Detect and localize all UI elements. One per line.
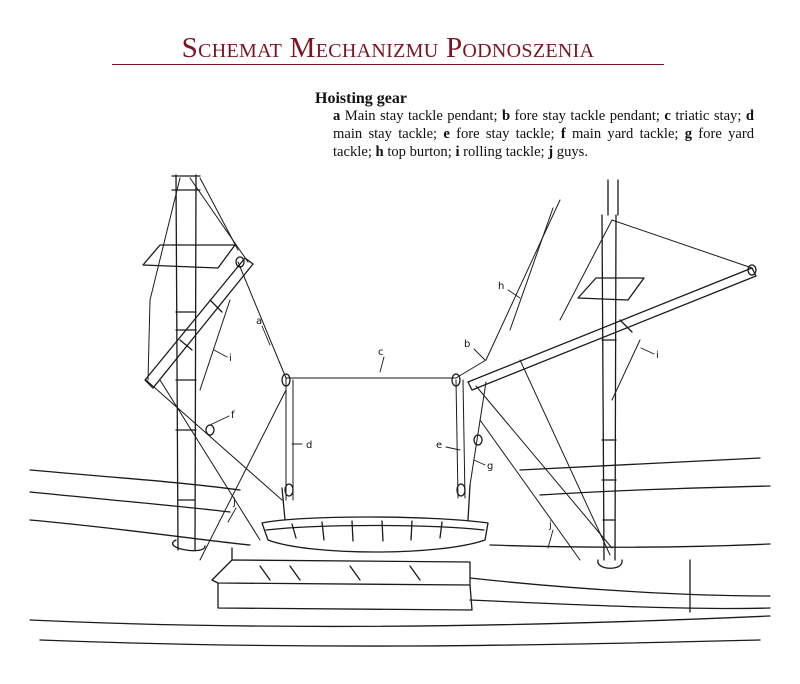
legend-key-g: g	[684, 125, 693, 142]
main-mast	[143, 175, 235, 551]
legend-text-d: main stay tackle;	[333, 125, 444, 142]
rigging-lines	[146, 178, 752, 560]
callout-leaders	[210, 290, 654, 548]
legend-key-h: h	[375, 143, 384, 160]
callout-j-right: j	[549, 520, 552, 531]
legend-text-e: fore stay tackle;	[449, 125, 561, 142]
callout-g: g	[487, 461, 494, 472]
callout-j-left: j	[233, 497, 236, 508]
callout-d: d	[306, 440, 313, 451]
legend-text-c: triatic stay;	[670, 108, 746, 124]
legend-text-a: Main stay tackle pendant;	[340, 108, 502, 124]
callout-h: h	[498, 281, 505, 292]
page-title: Schemat Mechanizmu Podnoszenia	[181, 32, 595, 64]
legend-text-i: rolling tackle;	[459, 143, 549, 160]
legend-text-g: fore yard tackle;	[333, 125, 754, 160]
legend-key-f: f	[560, 125, 566, 142]
callout-i-left: i	[229, 353, 232, 364]
main-yard	[145, 258, 253, 388]
legend-text-b: fore stay tackle pendant;	[510, 108, 665, 124]
legend-text-j: guys.	[553, 143, 589, 160]
callout-i-right: i	[656, 350, 659, 361]
legend-key-e: e	[443, 125, 450, 142]
legend-key-b: b	[501, 108, 511, 124]
legend-text-h: top burton;	[383, 143, 456, 160]
fore-mast	[578, 180, 644, 568]
callout-e: e	[436, 440, 443, 451]
callout-b: b	[464, 339, 471, 350]
legend-key-i: i	[455, 143, 460, 160]
hatch-coaming	[212, 548, 472, 610]
legend-key-j: j	[548, 143, 554, 160]
legend-heading: Hoisting gear	[315, 90, 407, 107]
legend-key-a: a	[333, 108, 341, 124]
callout-f: f	[231, 410, 235, 421]
legend-key-d: d	[745, 108, 754, 124]
boat	[262, 485, 488, 552]
fore-yard	[468, 268, 756, 390]
callout-a: a	[256, 316, 263, 327]
callout-c: c	[378, 347, 384, 358]
legend-text-f: main yard tackle;	[565, 125, 685, 142]
legend-key-c: c	[664, 108, 671, 124]
